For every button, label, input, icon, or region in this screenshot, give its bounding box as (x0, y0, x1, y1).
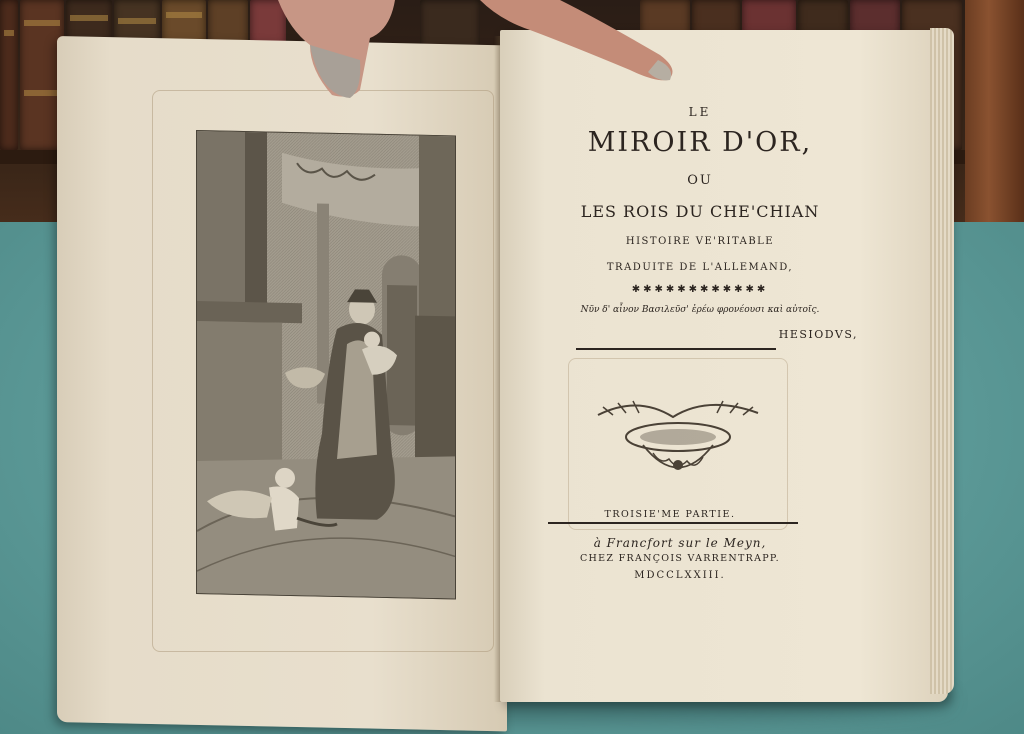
title-traduite: TRADUITE DE L'ALLEMAND, (606, 262, 794, 273)
holding-hand (270, 0, 690, 100)
frontispiece-engraving (196, 130, 456, 599)
subtitle: LES ROIS DU CHE'CHIAN (580, 202, 820, 221)
title-histoire: HISTOIRE VE'RITABLE (625, 236, 775, 247)
part-label: TROISIE'ME PARTIE. (604, 509, 736, 520)
epigraph-attribution: HESIODVS, (778, 328, 858, 341)
greek-epigraph: Νῦν δ' αἶνον Βασιλεῦσ' ἐρέω φρονέουσι καὶ αὐτοῖς. (580, 305, 820, 315)
page-edges (930, 28, 954, 694)
ornament-row: ✱✱✱✱✱✱✱✱✱✱✱✱ (631, 284, 769, 295)
imprint-year: MDCCLXXIII. (634, 570, 726, 581)
title-rule (576, 348, 776, 350)
imprint-publisher: CHEZ FRANÇOIS VARRENTRAPP. (579, 553, 781, 564)
engraving-illustration (197, 131, 455, 598)
title-ou: OU (687, 173, 713, 188)
imprint-block (540, 536, 820, 585)
title-le: LE (688, 105, 712, 119)
book-spine (0, 0, 18, 150)
wooden-cabinet (965, 0, 1024, 240)
main-title: MIROIR D'OR, (587, 127, 813, 158)
imprint-place: à Francfort sur le Meyn, (593, 536, 767, 550)
imprint-rule (548, 522, 798, 524)
ornament-vignette (588, 395, 768, 495)
